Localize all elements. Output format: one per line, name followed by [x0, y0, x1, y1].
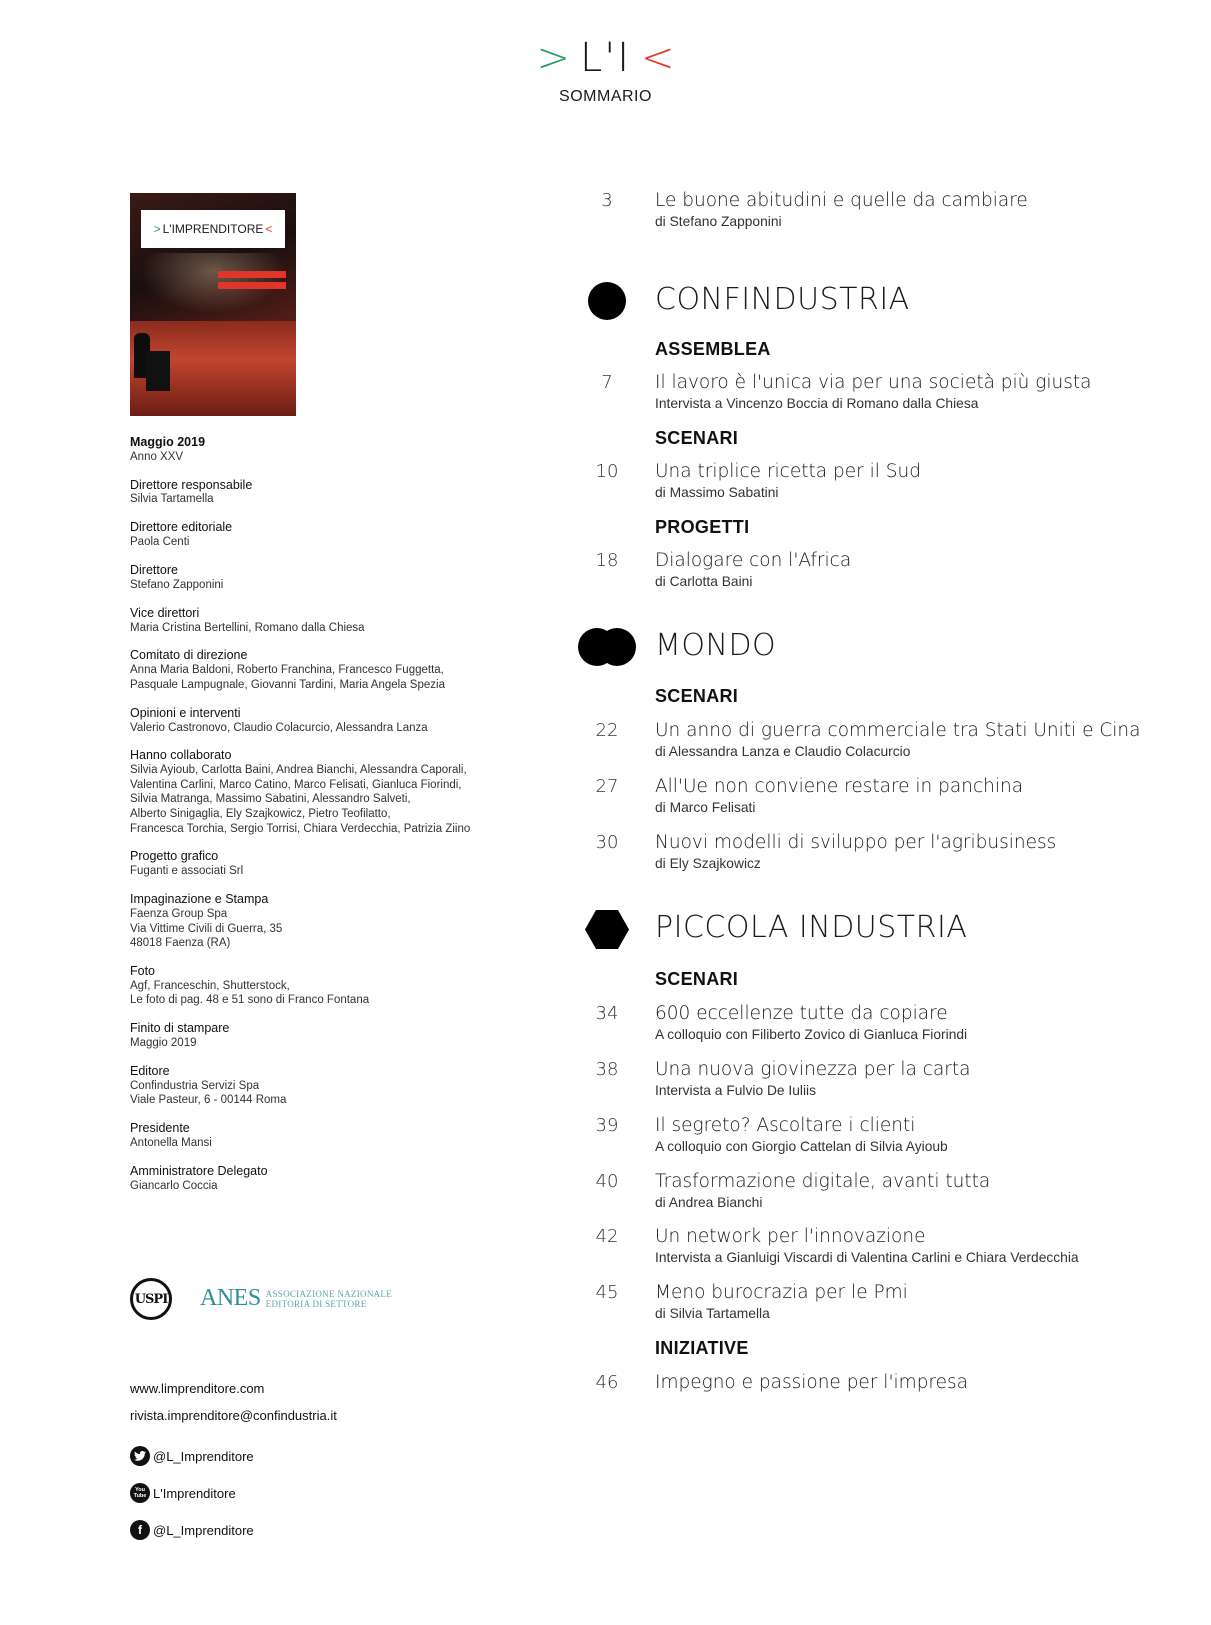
- logo-right-chevron: <: [641, 35, 675, 81]
- section-heading-piccola-industria: PICCOLA INDUSTRIA: [655, 910, 968, 945]
- page-number: 7: [601, 372, 613, 393]
- facebook-icon: f: [130, 1520, 150, 1540]
- article-title: Dialogare con l'Africa: [655, 550, 852, 571]
- toc-entry[interactable]: [0, 776, 1211, 822]
- article-title: Le buone abitudini e quelle da cambiare: [655, 190, 1028, 211]
- credit-vice-direttori: Vice direttori Maria Cristina Bertellini, Romano dalla Chiesa: [130, 605, 365, 634]
- page-number: 40: [595, 1171, 619, 1192]
- toc-entry[interactable]: [0, 1059, 1211, 1105]
- logo-mark: L'I: [579, 35, 632, 81]
- credit-finito-stampare: Finito di stampare Maggio 2019: [130, 1021, 230, 1050]
- subsection-progetti: PROGETTI: [655, 517, 750, 537]
- credit-issue: Maggio 2019 Anno XXV: [130, 435, 206, 463]
- toc-entry[interactable]: [0, 190, 1211, 236]
- circle-icon: [588, 282, 626, 320]
- toc-entry[interactable]: [0, 832, 1211, 878]
- page-number: 39: [595, 1115, 619, 1136]
- article-title: Un network per l'innovazione: [655, 1226, 926, 1247]
- toc-entry[interactable]: [0, 1226, 1211, 1272]
- logo-left-chevron: >: [536, 35, 570, 81]
- article-byline: di Silvia Tartamella: [655, 1306, 770, 1321]
- credit-stampa: Impaginazione e Stampa Faenza Group Spa Via Vittime Civili di Guerra, 35 48018 Faenza (RA): [130, 892, 283, 950]
- page-number: 34: [595, 1003, 619, 1024]
- toc-entry[interactable]: [0, 1282, 1211, 1328]
- magazine-logo: [0, 35, 1211, 81]
- article-title: All'Ue non conviene restare in panchina: [655, 776, 1024, 797]
- subsection-scenari: SCENARI: [655, 686, 739, 706]
- toc-entry[interactable]: [0, 720, 1211, 766]
- article-title: Una triplice ricetta per il Sud: [655, 461, 921, 482]
- page-title: SOMMARIO: [559, 88, 652, 105]
- article-byline: di Carlotta Baini: [655, 574, 753, 589]
- article-title: Nuovi modelli di sviluppo per l'agribusiness: [655, 832, 1057, 853]
- toc-entry[interactable]: [0, 1372, 1211, 1418]
- cover-masthead: > L'IMPRENDITORE <: [141, 210, 285, 248]
- subsection-iniziative: INIZIATIVE: [655, 1338, 749, 1358]
- article-title: Un anno di guerra commerciale tra Stati Uniti e Cina: [655, 720, 1141, 741]
- article-title: Una nuova giovinezza per la carta: [655, 1059, 971, 1080]
- page-number: 30: [595, 832, 619, 853]
- credit-opinioni: Opinioni e interventi Valerio Castronovo, Claudio Colacurcio, Alessandra Lanza: [130, 705, 428, 734]
- article-title: 600 eccellenze tutte da copiare: [655, 1003, 948, 1024]
- anes-logo: ANES ASSOCIAZIONE NAZIONALE EDITORIA DI SETTORE: [200, 1285, 393, 1311]
- toc-entry[interactable]: [0, 1003, 1211, 1049]
- article-byline: di Ely Szajkowicz: [655, 856, 761, 871]
- hexagon-icon: [585, 910, 629, 949]
- toc-entry[interactable]: [0, 1115, 1211, 1161]
- article-title: Impegno e passione per l'impresa: [655, 1372, 968, 1393]
- page-number: 27: [595, 776, 619, 797]
- section-heading-confindustria: CONFINDUSTRIA: [655, 282, 910, 317]
- page-number: 42: [595, 1226, 619, 1247]
- facebook-link[interactable]: f @L_Imprenditore: [130, 1520, 254, 1540]
- section-heading-mondo: MONDO: [655, 628, 777, 663]
- cover-band: [218, 282, 286, 289]
- credit-collaboratori: Hanno collaborato Silvia Ayioub, Carlotta Baini, Andrea Bianchi, Alessandra Caporali, Valentina Carlini, Marco Catino, Marco Felisati, Gianluca Fiorindi, Silvia Matranga, Massimo Sabatini, Alessandro Salveti, Alberto Sinigaglia, Ely Szajkowicz, Pietro Teofilatto, Francesca Torchia, Sergio Torrisi, Chiara Verdecchia, Patrizia Ziino: [130, 748, 471, 835]
- page-number: 46: [595, 1372, 619, 1393]
- page-number: 10: [595, 461, 619, 482]
- article-title: Il segreto? Ascoltare i clienti: [655, 1115, 916, 1136]
- page-number: 3: [601, 190, 613, 211]
- article-byline: Intervista a Gianluigi Viscardi di Valentina Carlini e Chiara Verdecchia: [655, 1250, 1079, 1265]
- youtube-icon: You Tube: [130, 1483, 150, 1503]
- credit-progetto-grafico: Progetto grafico Fuganti e associati Srl: [130, 849, 244, 878]
- article-byline: di Andrea Bianchi: [655, 1195, 763, 1210]
- article-title: Trasformazione digitale, avanti tutta: [655, 1171, 991, 1192]
- toc-entry[interactable]: [0, 372, 1211, 418]
- toc-entry[interactable]: [0, 1171, 1211, 1217]
- uspi-logo: USPI: [130, 1278, 172, 1320]
- article-byline: di Massimo Sabatini: [655, 485, 779, 500]
- article-byline: A colloquio con Giorgio Cattelan di Silvia Ayioub: [655, 1139, 948, 1154]
- subsection-scenari: SCENARI: [655, 969, 739, 989]
- article-title: Il lavoro è l'unica via per una società più giusta: [655, 372, 1092, 393]
- credit-direttore: Direttore Stefano Zapponini: [130, 563, 224, 591]
- article-byline: Intervista a Vincenzo Boccia di Romano dalla Chiesa: [655, 396, 979, 411]
- article-title: Meno burocrazia per le Pmi: [655, 1282, 908, 1303]
- email-link[interactable]: rivista.imprenditore@confindustria.it: [130, 1408, 337, 1423]
- credit-direttore-editoriale: Direttore editoriale Paola Centi: [130, 520, 233, 549]
- cover-band: [218, 271, 286, 278]
- youtube-link[interactable]: You Tube L'Imprenditore: [130, 1483, 236, 1503]
- article-byline: di Alessandra Lanza e Claudio Colacurcio: [655, 744, 911, 759]
- toc-entry[interactable]: [0, 461, 1211, 507]
- credit-direttore-responsabile: Direttore responsabile Silvia Tartamella: [130, 477, 253, 506]
- twitter-link[interactable]: @L_Imprenditore: [130, 1446, 254, 1466]
- credit-amministratore: Amministratore Delegato Giancarlo Coccia: [130, 1163, 268, 1192]
- subsection-scenari: SCENARI: [655, 428, 739, 448]
- article-byline: di Stefano Zapponini: [655, 214, 782, 229]
- page-number: 38: [595, 1059, 619, 1080]
- article-byline: A colloquio con Filiberto Zovico di Gianluca Fiorindi: [655, 1027, 968, 1042]
- subsection-assemblea: ASSEMBLEA: [655, 339, 771, 359]
- double-circle-icon: [578, 628, 636, 666]
- website-link[interactable]: www.limprenditore.com: [130, 1381, 265, 1396]
- credit-editore: Editore Confindustria Servizi Spa Viale Pasteur, 6 - 00144 Roma: [130, 1064, 287, 1107]
- page-number: 18: [595, 550, 619, 571]
- toc-entry[interactable]: [0, 550, 1211, 596]
- twitter-icon: [130, 1446, 150, 1466]
- credit-comitato: Comitato di direzione Anna Maria Baldoni, Roberto Franchina, Francesco Fuggetta, Pasquale Lampugnale, Giovanni Tardini, Maria Angela Spezia: [130, 648, 445, 691]
- article-byline: di Marco Felisati: [655, 800, 756, 815]
- page-number: 45: [595, 1282, 619, 1303]
- credit-presidente: Presidente Antonella Mansi: [130, 1121, 212, 1150]
- article-byline: Intervista a Fulvio De Iuliis: [655, 1083, 817, 1098]
- page-number: 22: [595, 720, 619, 741]
- credit-foto: Foto Agf, Franceschin, Shutterstock, Le foto di pag. 48 e 51 sono di Franco Fontana: [130, 964, 370, 1007]
